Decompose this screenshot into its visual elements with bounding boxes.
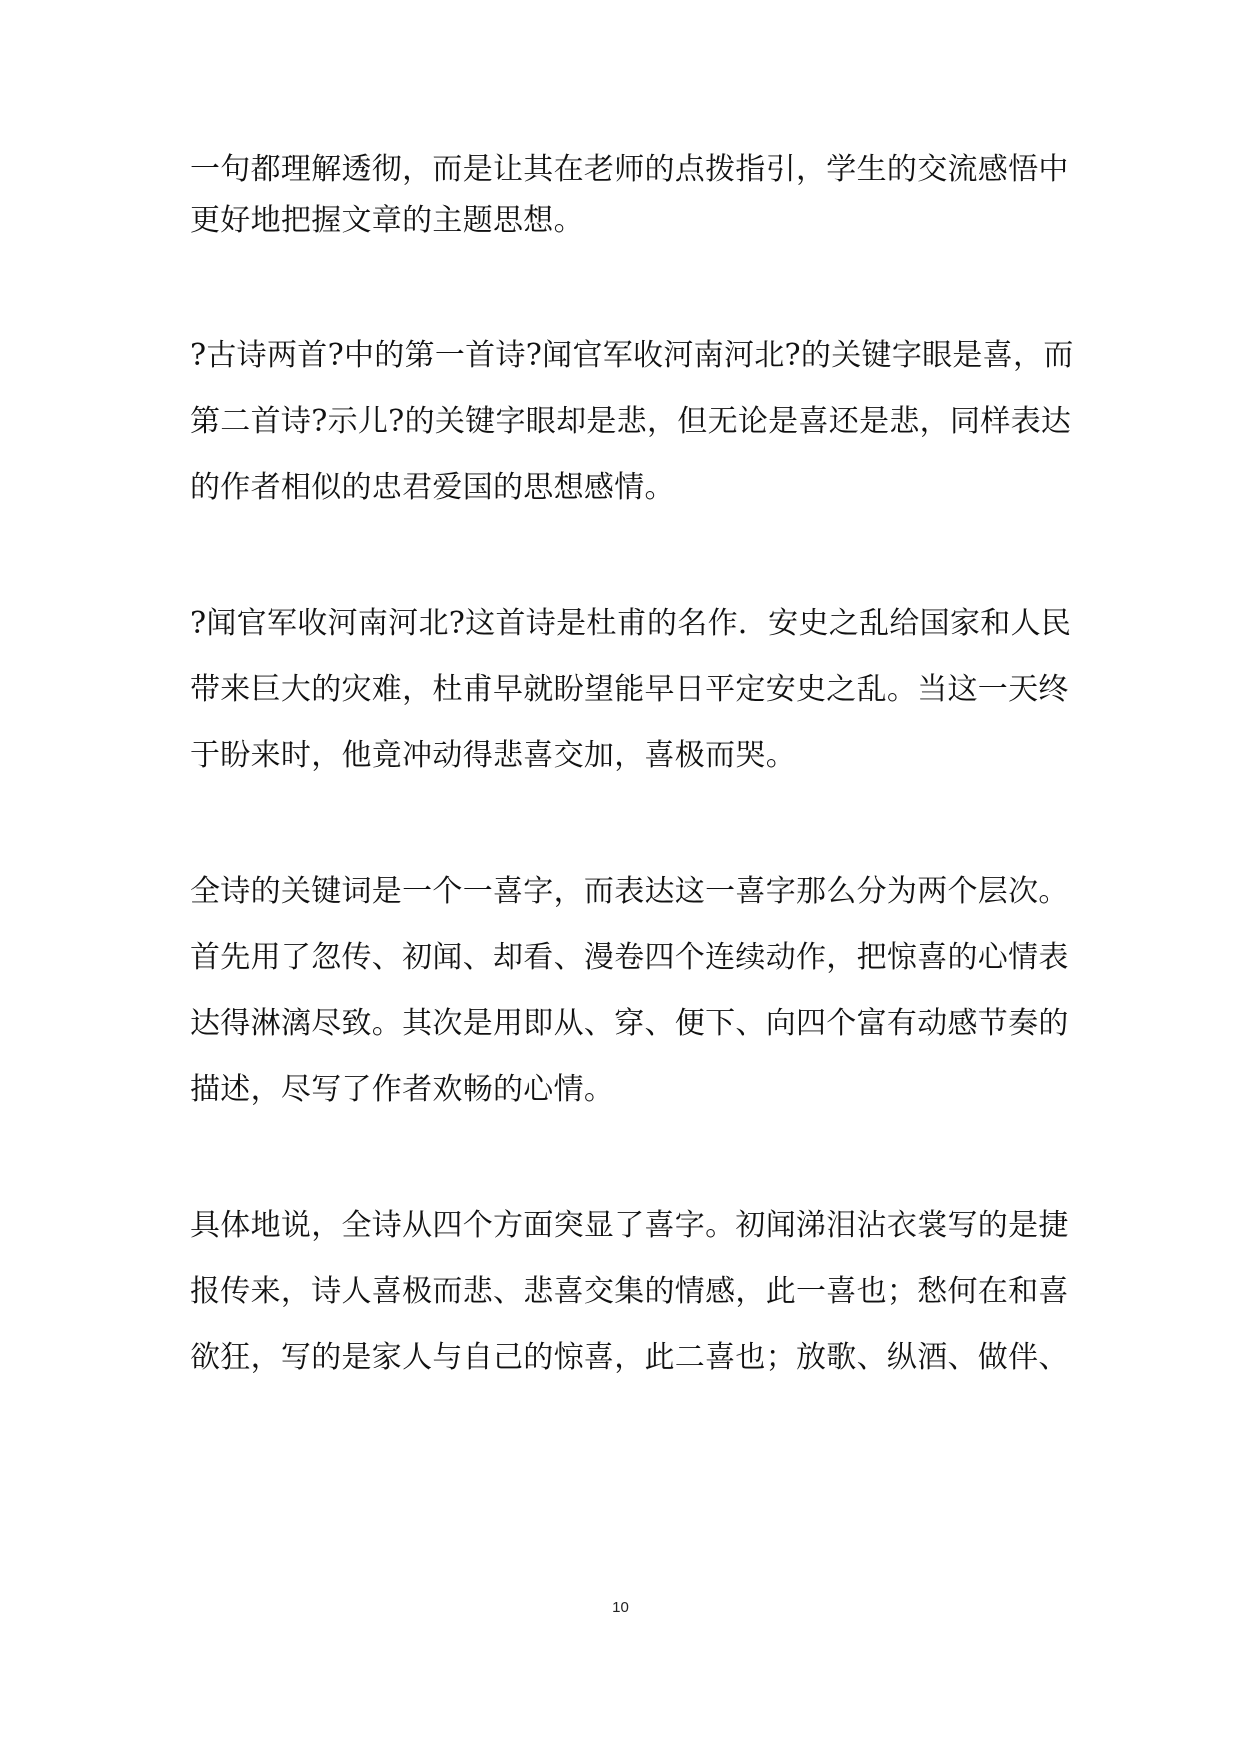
text-line: 具体地说，全诗从四个方面突显了喜字。初闻涕泪沾衣裳写的是捷 [190, 1208, 1069, 1243]
text-line: 欲狂，写的是家人与自己的惊喜，此二喜也；放歌、纵酒、做伴、 [190, 1340, 1069, 1375]
text-line: ?闻官军收河南河北?这首诗是杜甫的名作．安史之乱给国家和人民 [190, 606, 1072, 641]
text-line: 的作者相似的忠君爱国的思想感情。 [190, 470, 675, 505]
text-line: 报传来，诗人喜极而悲、悲喜交集的情感，此一喜也；愁何在和喜 [190, 1274, 1069, 1309]
page-number: 10 [612, 1599, 629, 1616]
text-line: 带来巨大的灾难，杜甫早就盼望能早日平定安史之乱。当这一天终 [190, 672, 1069, 707]
text-line: 达得淋漓尽致。其次是用即从、穿、便下、向四个富有动感节奏的 [190, 1006, 1069, 1041]
text-line: 于盼来时，他竟冲动得悲喜交加，喜极而哭。 [190, 738, 796, 773]
text-line: 更好地把握文章的主题思想。 [190, 203, 584, 238]
text-line: ?古诗两首?中的第一首诗?闻官军收河南河北?的关键字眼是喜，而 [190, 338, 1074, 373]
text-line: 一句都理解透彻，而是让其在老师的点拨指引，学生的交流感悟中 [190, 152, 1069, 187]
text-line: 首先用了忽传、初闻、却看、漫卷四个连续动作，把惊喜的心情表 [190, 940, 1069, 975]
text-line: 描述，尽写了作者欢畅的心情。 [190, 1072, 615, 1107]
text-line: 全诗的关键词是一个一喜字，而表达这一喜字那么分为两个层次。 [190, 874, 1069, 909]
text-line: 第二首诗?示儿?的关键字眼却是悲，但无论是喜还是悲，同样表达 [190, 404, 1072, 439]
